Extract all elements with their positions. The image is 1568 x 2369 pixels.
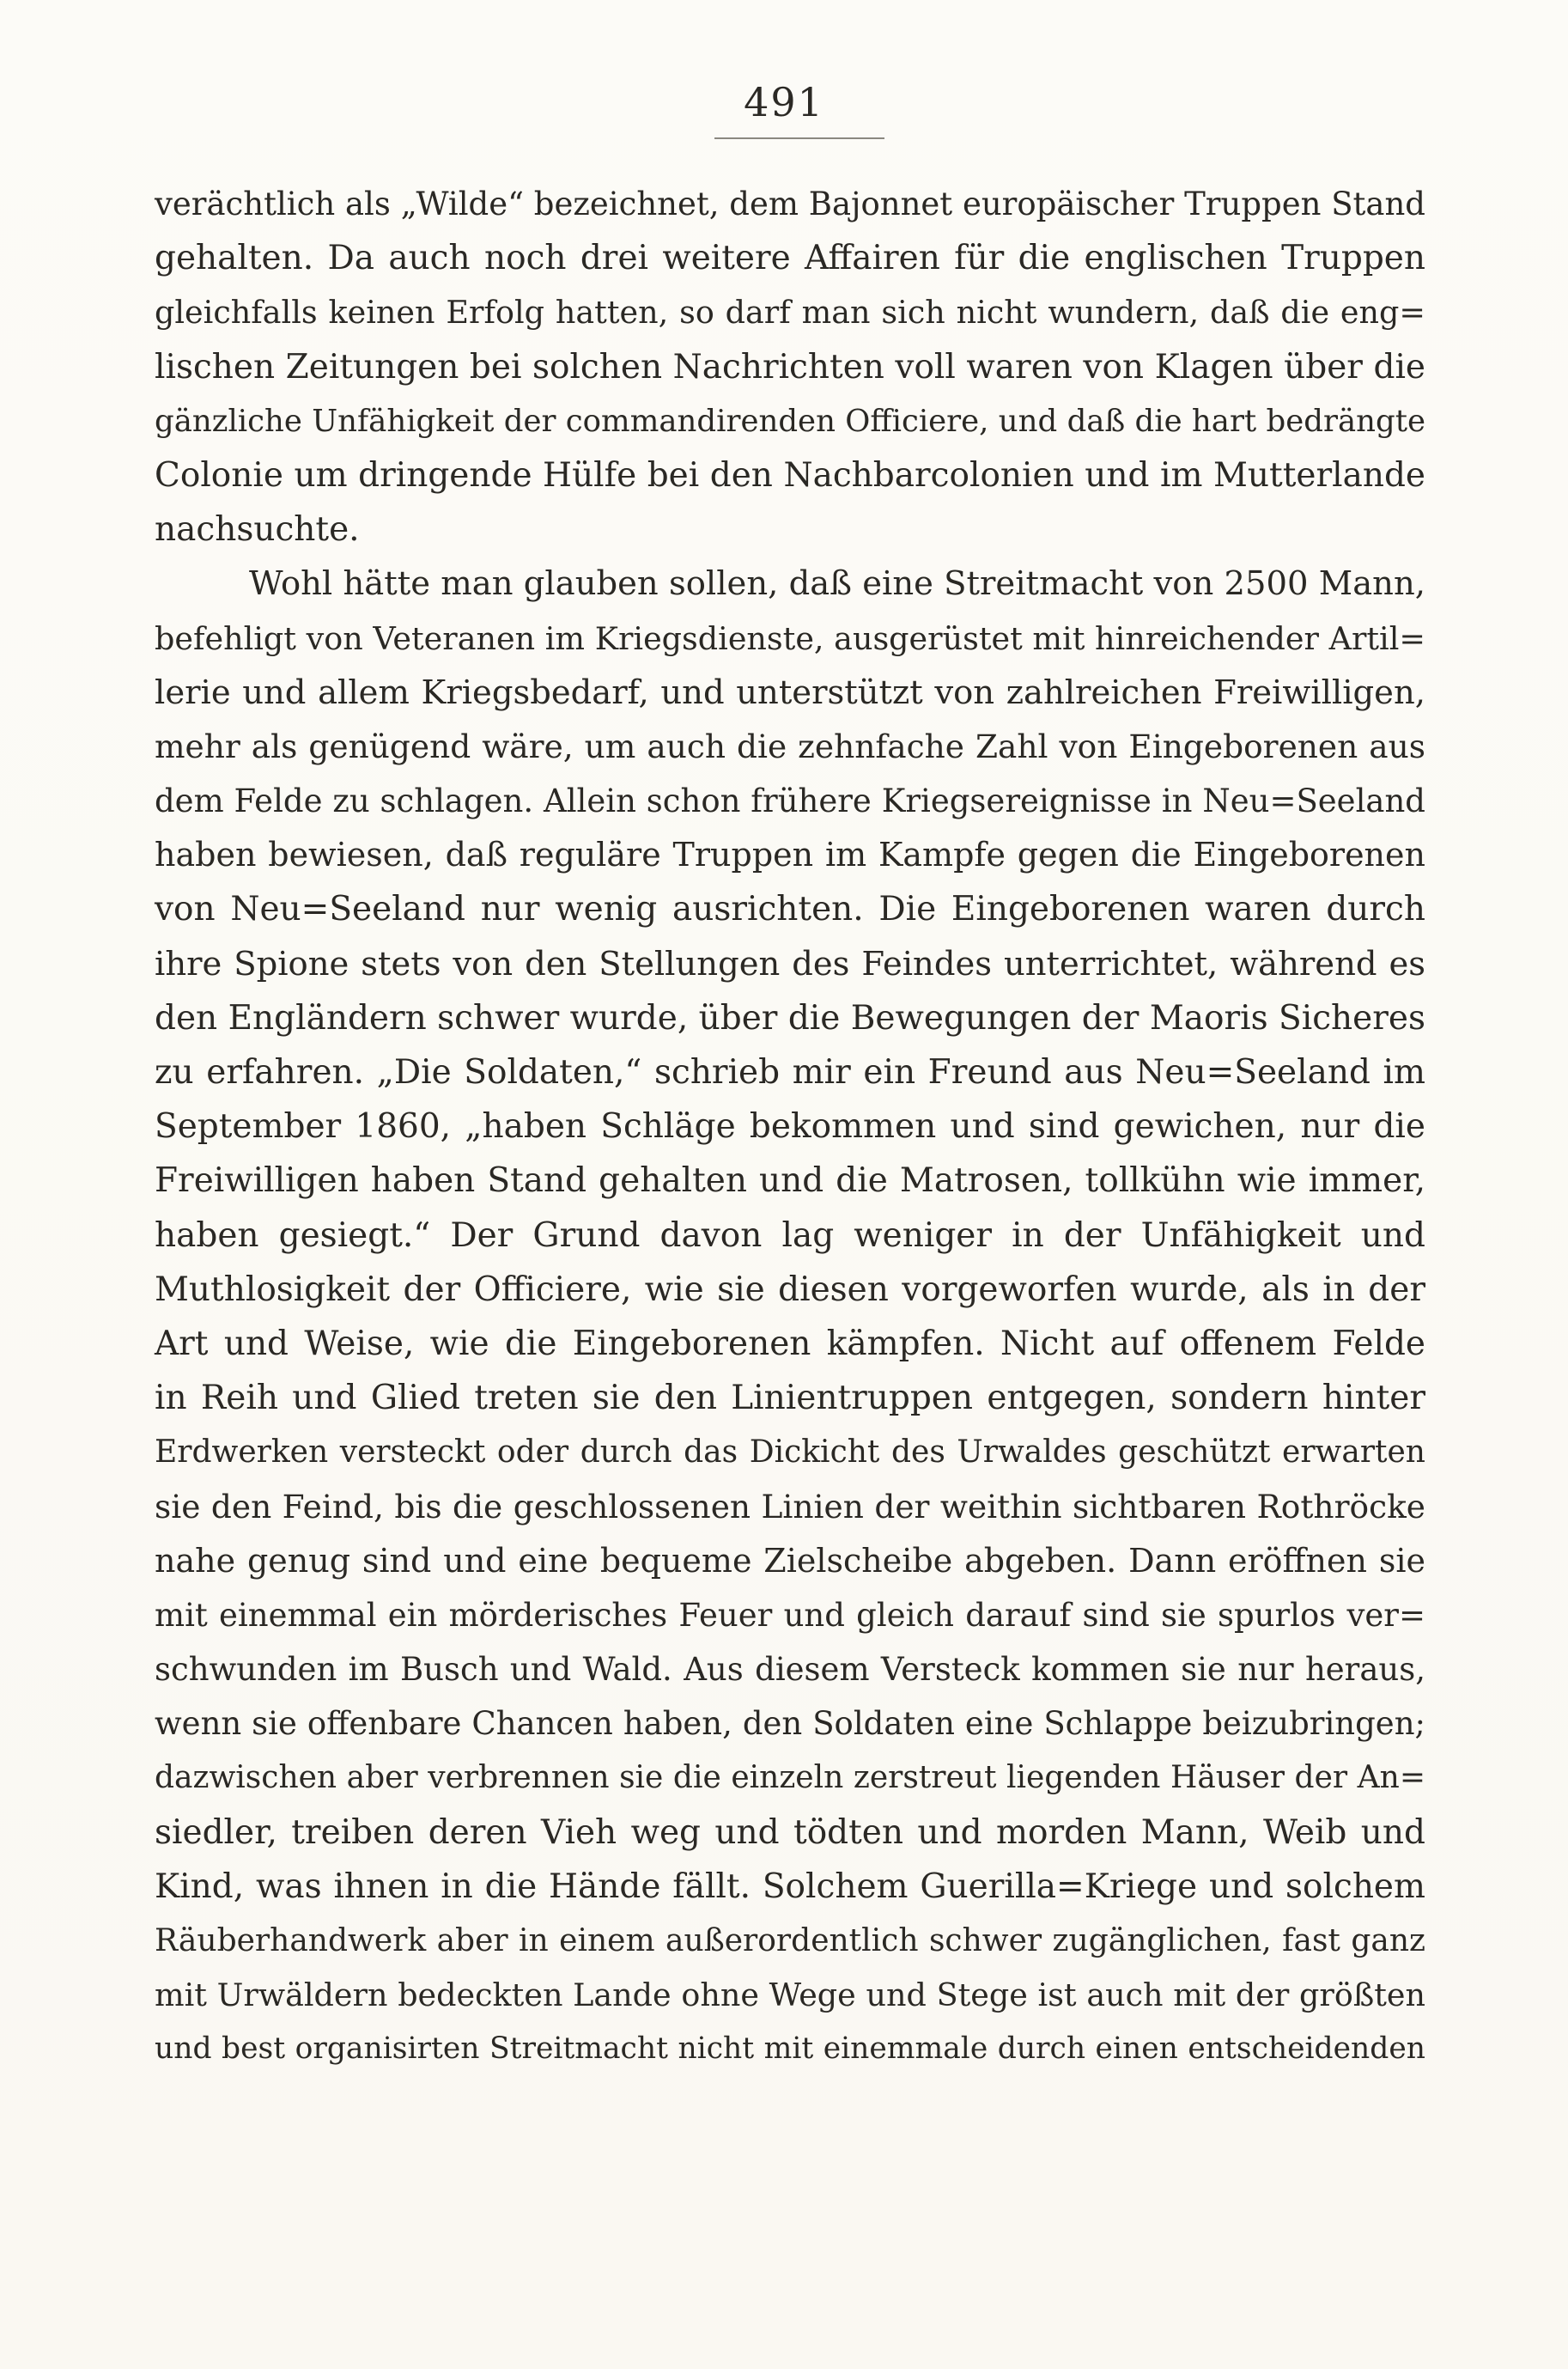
- text-line: Wohl hätte man glauben sollen, daß eine Streitmacht von 2500 Mann,: [249, 564, 1425, 604]
- text-line: wenn sie offenbare Chancen haben, den Soldaten eine Schlappe beizubringen;: [155, 1705, 1425, 1743]
- text-line: ihre Spione stets von den Stellungen des Feindes unterrichtet, während es: [155, 944, 1425, 984]
- text-line: Muthlosigkeit der Officiere, wie sie diesen vorgeworfen wurde, als in der: [155, 1270, 1425, 1309]
- text-line: siedler, treiben deren Vieh weg und tödten und morden Mann, Weib und: [155, 1812, 1425, 1852]
- text-line: nahe genug sind und eine bequeme Zielscheibe abgeben. Dann eröffnen sie: [155, 1541, 1425, 1580]
- text-line: von Neu=Seeland nur wenig ausrichten. Die Eingeborenen waren durch: [155, 890, 1425, 929]
- text-line: lischen Zeitungen bei solchen Nachrichten voll waren von Klagen über die: [155, 347, 1425, 387]
- text-line: Erdwerken versteckt oder durch das Dickicht des Urwaldes geschützt erwarten: [155, 1434, 1425, 1471]
- text-line: verächtlich als „Wilde“ bezeichnet, dem Bajonnet europäischer Truppen Stand: [155, 186, 1425, 222]
- text-line: dazwischen aber verbrennen sie die einzeln zerstreut liegenden Häuser der An=: [155, 1760, 1425, 1796]
- text-line: mit Urwäldern bedeckten Lande ohne Wege und Stege ist auch mit der größten: [155, 1976, 1425, 2014]
- text-line: befehligt von Veteranen im Kriegsdienste, ausgerüstet mit hinreichender Artil=: [155, 619, 1425, 657]
- text-line: gleichfalls keinen Erfolg hatten, so darf man sich nicht wundern, daß die eng=: [155, 294, 1425, 332]
- text-line: zu erfahren. „Die Soldaten,“ schrieb mir ein Freund aus Neu=Seeland im: [155, 1053, 1425, 1092]
- text-line: den Engländern schwer wurde, über die Bewegungen der Maoris Sicheres: [155, 998, 1425, 1038]
- body-text: [155, 177, 1425, 2077]
- page-number: 491: [744, 79, 824, 125]
- text-line: mit einemmal ein mörderisches Feuer und gleich darauf sind sie spurlos ver=: [155, 1596, 1425, 1634]
- text-line: Räuberhandwerk aber in einem außerordentlich schwer zugänglichen, fast ganz: [155, 1923, 1425, 1958]
- header-rule: [714, 137, 884, 139]
- text-line: dem Felde zu schlagen. Allein schon frühere Kriegsereignisse in Neu=Seeland: [155, 783, 1425, 820]
- text-line: Colonie um dringende Hülfe bei den Nachbarcolonien und im Mutterlande: [155, 455, 1425, 495]
- text-line: nachsuchte.: [155, 510, 360, 550]
- text-line: mehr als genügend wäre, um auch die zehnfache Zahl von Eingeborenen aus: [155, 727, 1425, 765]
- text-line: Art und Weise, wie die Eingeborenen kämpfen. Nicht auf offenem Felde: [155, 1324, 1425, 1363]
- text-line: September 1860, „haben Schläge bekommen und sind gewichen, nur die: [155, 1107, 1425, 1147]
- text-line: gänzliche Unfähigkeit der commandirenden Officiere, und daß die hart bedrängte: [155, 403, 1425, 439]
- text-line: haben gesiegt.“ Der Grund davon lag weniger in der Unfähigkeit und: [155, 1215, 1425, 1255]
- text-line: Freiwilligen haben Stand gehalten und die Matrosen, tollkühn wie immer,: [155, 1161, 1425, 1201]
- text-line: in Reih und Glied treten sie den Linientruppen entgegen, sondern hinter: [155, 1379, 1425, 1418]
- text-line: schwunden im Busch und Wald. Aus diesem Versteck kommen sie nur heraus,: [155, 1651, 1425, 1689]
- text-line: gehalten. Da auch noch drei weitere Affairen für die englischen Truppen: [155, 239, 1425, 278]
- text-line: Kind, was ihnen in die Hände fällt. Solchem Guerilla=Kriege und solchem: [155, 1867, 1425, 1906]
- text-line: lerie und allem Kriegsbedarf, und unterstützt von zahlreichen Freiwilligen,: [155, 673, 1425, 712]
- text-line: und best organisirten Streitmacht nicht mit einemmale durch einen entscheidenden: [155, 2031, 1425, 2067]
- text-line: haben bewiesen, daß reguläre Truppen im Kampfe gegen die Eingeborenen: [155, 836, 1425, 874]
- text-line: sie den Feind, bis die geschlossenen Linien der weithin sichtbaren Rothröcke: [155, 1487, 1425, 1526]
